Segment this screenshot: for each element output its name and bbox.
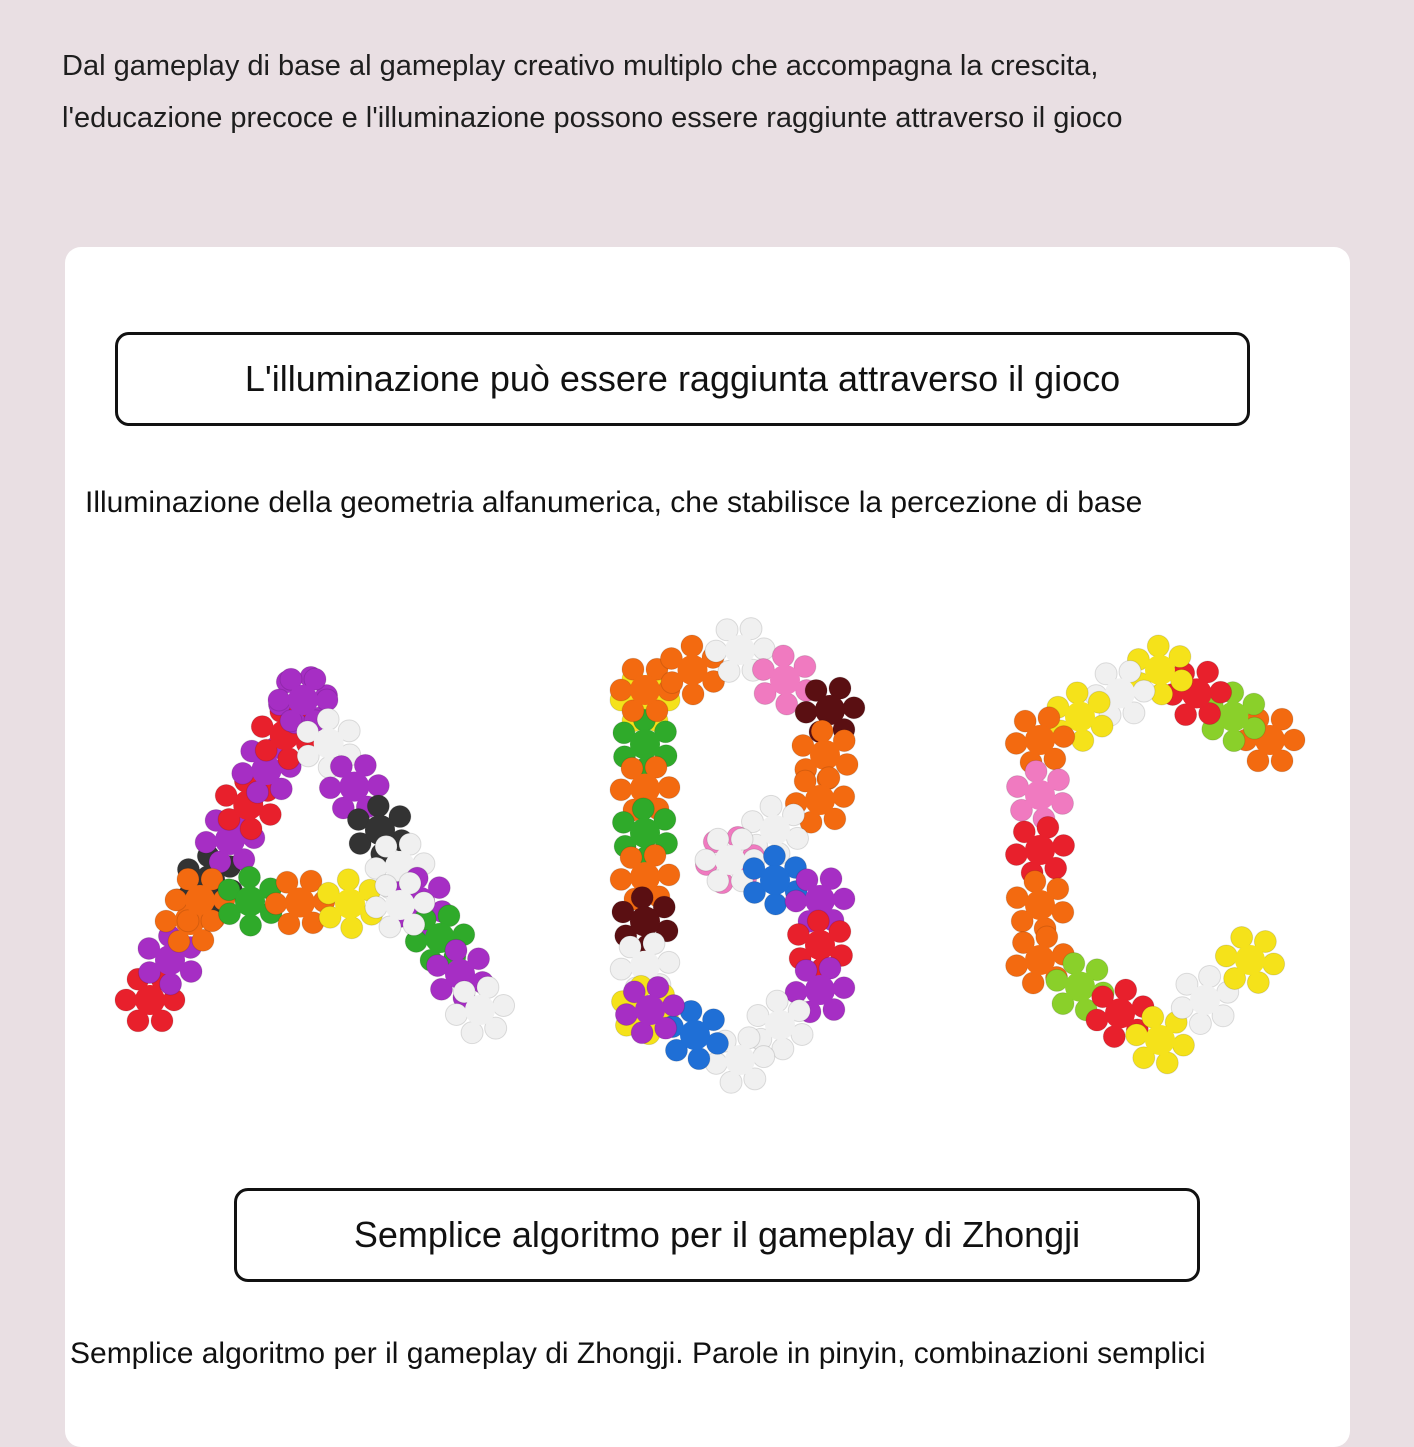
section-text-2: Semplice algoritmo per il gameplay di Zhongji. Parole in pinyin, combinazioni semplici bbox=[70, 1337, 1206, 1370]
intro-line-2: l'educazione precoce e l'illuminazione possono essere raggiunte attraverso il gioco bbox=[62, 102, 1123, 134]
intro-line-1: Dal gameplay di base al gameplay creativo multiplo che accompagna la crescita, bbox=[62, 50, 1099, 82]
abc-building-blocks-image bbox=[0, 560, 1414, 1120]
intro-text bbox=[62, 40, 1123, 144]
section-text-1: Illuminazione della geometria alfanumerica, che stabilisce la percezione di base bbox=[85, 486, 1143, 519]
letter-c-block bbox=[1215, 926, 1284, 993]
letter-a-block bbox=[445, 976, 514, 1043]
section-heading-2: Semplice algoritmo per il gameplay di Zhongji bbox=[234, 1188, 1200, 1282]
section-heading-1: L'illuminazione può essere raggiunta attraverso il gioco bbox=[115, 332, 1250, 426]
